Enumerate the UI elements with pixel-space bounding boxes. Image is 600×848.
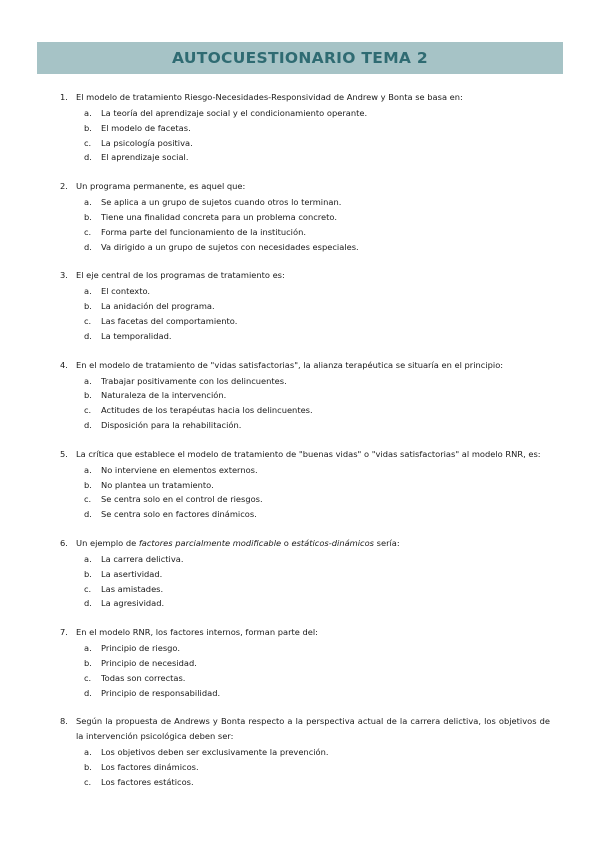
question-text-italic: estáticos-dinámicos xyxy=(291,537,375,548)
page-title: AUTOCUESTIONARIO TEMA 2 xyxy=(172,49,428,67)
option-letter: a. xyxy=(84,108,92,118)
option-d xyxy=(0,507,600,522)
option-letter: d. xyxy=(84,509,92,520)
option-text: El aprendizaje social. xyxy=(101,152,189,163)
option-letter: a. xyxy=(84,375,92,386)
option-text: Principio de riesgo. xyxy=(101,643,180,654)
option-text: La psicología positiva. xyxy=(101,137,193,148)
question-7 xyxy=(0,625,600,700)
option-letter: b. xyxy=(84,568,92,579)
option-a xyxy=(0,374,600,389)
option-c xyxy=(0,582,600,597)
option-d xyxy=(0,150,600,165)
option-letter: d. xyxy=(84,330,92,341)
question-text: El modelo de tratamiento Riesgo-Necesidades-Responsividad de Andrew y Bonta se basa en: xyxy=(76,92,463,102)
option-a xyxy=(0,745,600,760)
question-number: 3. xyxy=(60,270,68,281)
option-letter: b. xyxy=(84,657,92,668)
question-text-italic: factores parcialmente modificable xyxy=(138,537,282,548)
question-text: La crítica que establece el modelo de tratamiento de "buenas vidas" o "vidas satisfactorias" al modelo RNR, es: xyxy=(76,448,541,459)
option-text: El contexto. xyxy=(101,286,151,297)
option-c xyxy=(0,314,600,329)
option-c xyxy=(0,775,600,790)
question-list xyxy=(0,90,600,804)
option-letter: b. xyxy=(84,211,92,222)
option-letter: a. xyxy=(84,747,92,758)
question-text-part: o xyxy=(281,537,292,548)
option-d xyxy=(0,329,600,344)
option-letter: b. xyxy=(84,122,92,133)
option-c xyxy=(0,671,600,686)
option-text: Trabajar positivamente con los delincuentes. xyxy=(101,375,287,386)
option-text: La asertividad. xyxy=(101,568,163,579)
question-number: 7. xyxy=(60,627,68,638)
option-text: Todas son correctas. xyxy=(101,672,186,683)
question-8 xyxy=(0,714,600,789)
option-b xyxy=(0,388,600,403)
option-letter: b. xyxy=(84,301,92,312)
question-number: 4. xyxy=(60,359,68,370)
option-letter: c. xyxy=(84,583,92,594)
option-text: Los objetivos deben ser exclusivamente la prevención. xyxy=(101,747,329,758)
option-b xyxy=(0,299,600,314)
option-text: Se centra solo en el control de riesgos. xyxy=(101,494,263,505)
option-text: Va dirigido a un grupo de sujetos con necesidades especiales. xyxy=(101,241,359,252)
question-text: Según la propuesta de Andrews y Bonta respecto a la perspectiva actual de la carrera delictiva, los objetivos de la intervención psicológica deben ser: xyxy=(76,716,550,742)
question-text: En el modelo RNR, los factores internos, forman parte del: xyxy=(76,627,318,638)
option-text: La teoría del aprendizaje social y el condicionamiento operante. xyxy=(101,108,368,118)
option-text: La anidación del programa. xyxy=(101,301,215,312)
question-text: En el modelo de tratamiento de "vidas satisfactorias", la alianza terapéutica se situaría en el principio: xyxy=(76,359,504,370)
option-a xyxy=(0,552,600,567)
option-text: Actitudes de los terapéutas hacia los delincuentes. xyxy=(101,405,313,416)
option-letter: b. xyxy=(84,390,92,401)
option-text: Las facetas del comportamiento. xyxy=(101,315,238,326)
title-banner xyxy=(37,42,563,74)
option-letter: d. xyxy=(84,598,92,609)
option-letter: a. xyxy=(84,553,92,564)
question-2 xyxy=(0,179,600,254)
option-text: La temporalidad. xyxy=(101,330,172,341)
option-text: Los factores estáticos. xyxy=(101,776,194,787)
option-letter: d. xyxy=(84,687,92,698)
option-letter: c. xyxy=(84,494,92,505)
option-letter: c. xyxy=(84,672,92,683)
option-d xyxy=(0,418,600,433)
option-b xyxy=(0,210,600,225)
option-letter: a. xyxy=(84,286,92,297)
option-letter: a. xyxy=(84,197,92,208)
question-1 xyxy=(0,90,600,165)
option-b xyxy=(0,760,600,775)
option-a xyxy=(0,463,600,478)
option-text: Naturaleza de la intervención. xyxy=(101,390,227,401)
option-text: Disposición para la rehabilitación. xyxy=(101,419,242,430)
question-number: 1. xyxy=(60,92,68,102)
option-text: La agresividad. xyxy=(101,598,165,609)
option-text: Principio de necesidad. xyxy=(101,657,197,668)
option-letter: a. xyxy=(84,464,92,475)
option-letter: d. xyxy=(84,241,92,252)
option-a xyxy=(0,641,600,656)
question-6 xyxy=(0,536,600,611)
option-c xyxy=(0,136,600,151)
option-c xyxy=(0,403,600,418)
option-letter: c. xyxy=(84,137,92,148)
option-text: Se centra solo en factores dinámicos. xyxy=(101,509,257,520)
option-b xyxy=(0,567,600,582)
option-d xyxy=(0,596,600,611)
option-letter: c. xyxy=(84,776,92,787)
option-text: Tiene una finalidad concreta para un problema concreto. xyxy=(101,211,337,222)
option-text: Se aplica a un grupo de sujetos cuando otros lo terminan. xyxy=(101,197,342,208)
option-b xyxy=(0,656,600,671)
option-text: Principio de responsabilidad. xyxy=(101,687,221,698)
option-a xyxy=(0,106,600,121)
option-letter: c. xyxy=(84,226,92,237)
question-text xyxy=(76,536,550,551)
option-c xyxy=(0,225,600,240)
question-text-part: sería: xyxy=(374,537,400,548)
option-letter: b. xyxy=(84,762,92,773)
question-5 xyxy=(0,447,600,522)
option-text: No plantea un tratamiento. xyxy=(101,479,214,490)
option-text: La carrera delictiva. xyxy=(101,553,184,564)
option-letter: b. xyxy=(84,479,92,490)
question-number: 2. xyxy=(60,181,68,192)
option-text: Los factores dinámicos. xyxy=(101,762,199,773)
option-text: Las amistades. xyxy=(101,583,164,594)
question-text-part: Un ejemplo de xyxy=(76,537,139,548)
question-text: Un programa permanente, es aquel que: xyxy=(76,181,246,192)
option-letter: d. xyxy=(84,419,92,430)
option-text: No interviene en elementos externos. xyxy=(101,464,258,475)
question-4 xyxy=(0,358,600,433)
option-d xyxy=(0,240,600,255)
option-a xyxy=(0,284,600,299)
option-b xyxy=(0,121,600,136)
option-c xyxy=(0,492,600,507)
option-letter: c. xyxy=(84,405,92,416)
option-letter: a. xyxy=(84,643,92,654)
option-letter: c. xyxy=(84,315,92,326)
question-number: 8. xyxy=(60,716,68,727)
question-text: El eje central de los programas de tratamiento es: xyxy=(76,270,285,281)
option-d xyxy=(0,686,600,701)
option-text: El modelo de facetas. xyxy=(101,122,191,133)
option-b xyxy=(0,478,600,493)
option-letter: d. xyxy=(84,152,92,163)
question-3 xyxy=(0,268,600,343)
option-a xyxy=(0,195,600,210)
question-number: 6. xyxy=(60,537,68,548)
option-text: Forma parte del funcionamiento de la institución. xyxy=(101,226,306,237)
question-number: 5. xyxy=(60,448,68,459)
